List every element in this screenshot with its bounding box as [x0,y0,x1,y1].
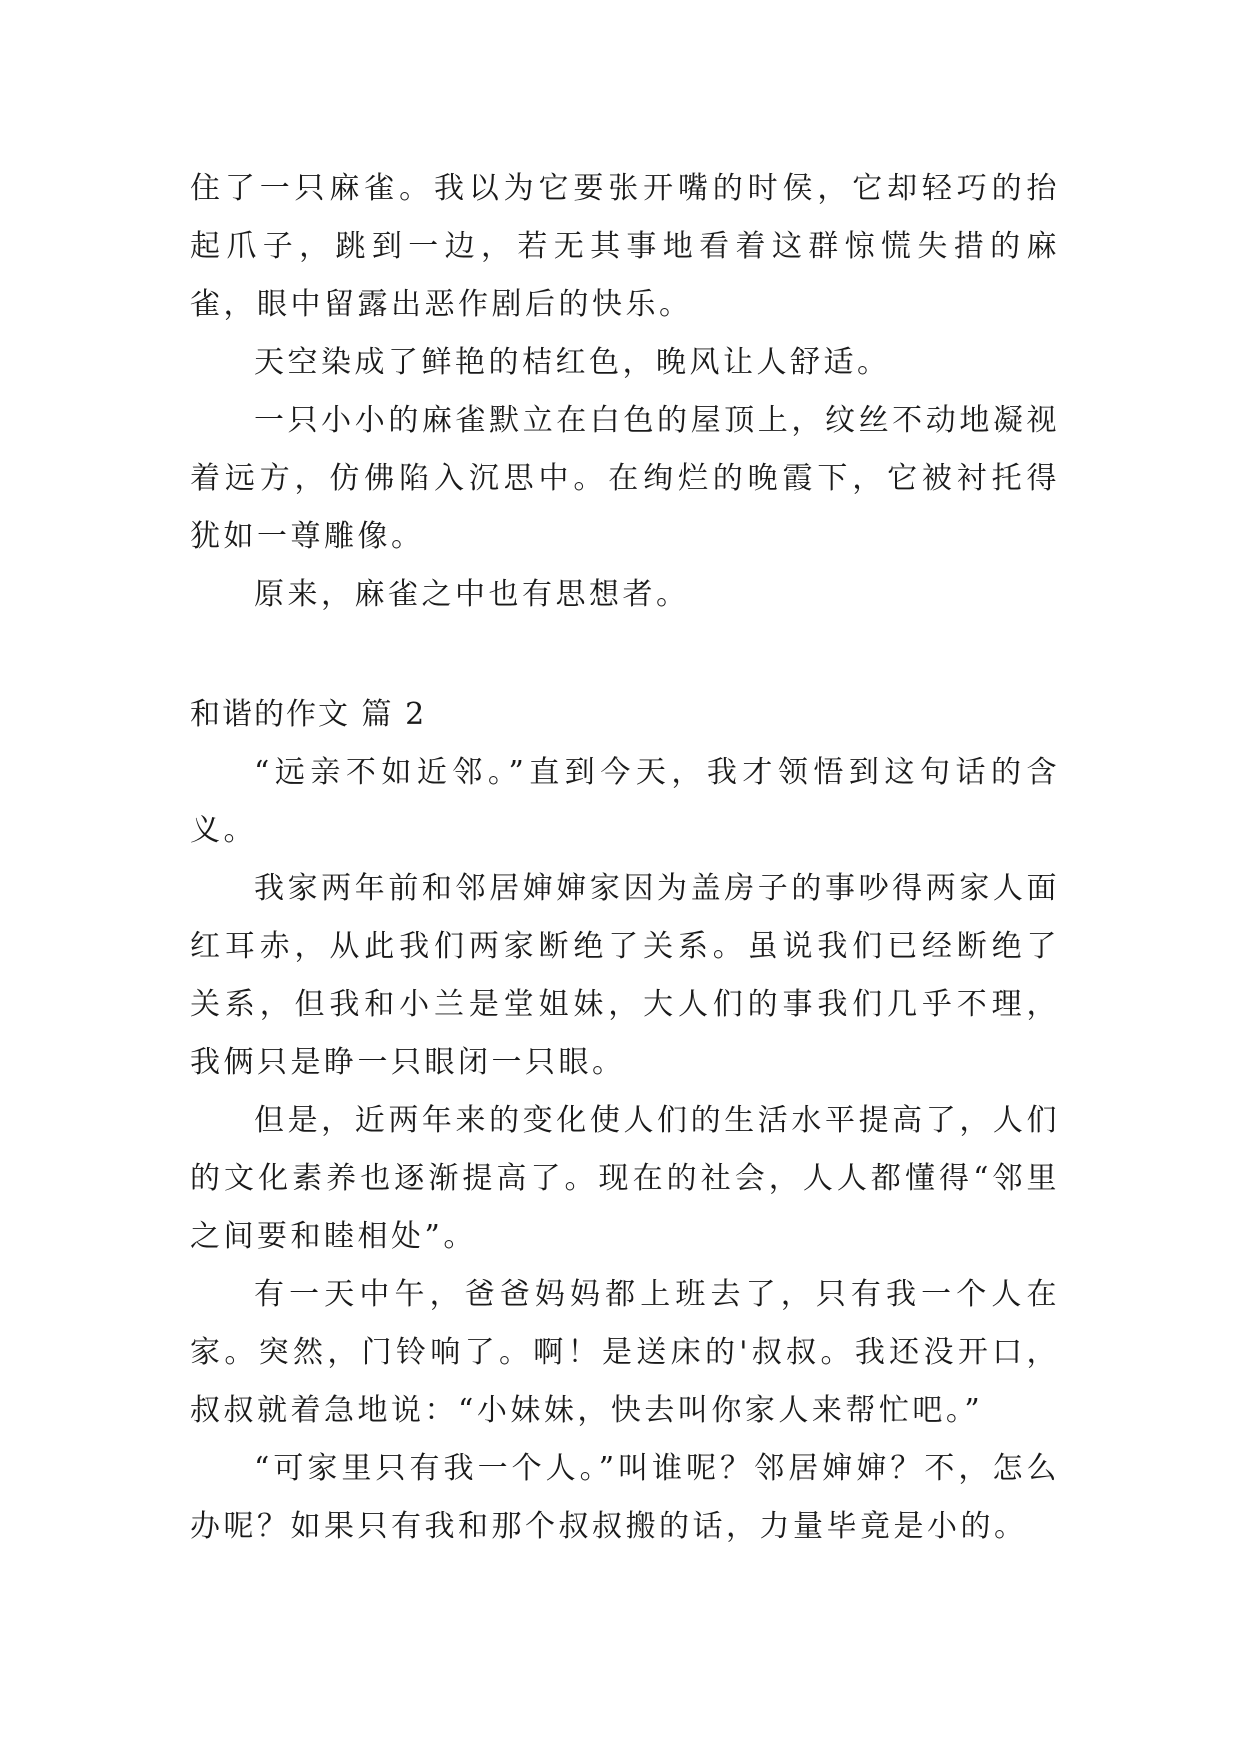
paragraph: “远亲不如近邻。”直到今天，我才领悟到这句话的含义。 [190,755,1060,848]
paragraph: 但是，近两年来的变化使人们的生活水平提高了，人们的文化素养也逐渐提高了。现在的社会，人人都懂得“邻里之间要和睦相处”。 [190,1103,1060,1254]
document-page [190,160,1060,1556]
paragraph: “可家里只有我一个人。”叫谁呢？邻居婶婶？不，怎么办呢？如果只有我和那个叔叔搬的话，力量毕竟是小的。 [190,1451,1060,1544]
paragraph: 一只小小的麻雀默立在白色的屋顶上，纹丝不动地凝视着远方，仿佛陷入沉思中。在绚烂的晚霞下，它被衬托得犹如一尊雕像。 [190,403,1060,554]
section-spacer [190,624,1060,686]
section-heading: 和谐的作文 篇 2 [190,697,427,732]
paragraph: 我家两年前和邻居婶婶家因为盖房子的事吵得两家人面红耳赤，从此我们两家断绝了关系。虽说我们已经断绝了关系，但我和小兰是堂姐妹，大人们的事我们几乎不理，我俩只是睁一只眼闭一只眼。 [190,871,1060,1080]
paragraph: 原来，麻雀之中也有思想者。 [254,577,690,612]
paragraph: 天空染成了鲜艳的桔红色，晚风让人舒适。 [254,345,891,380]
paragraph: 住了一只麻雀。我以为它要张开嘴的时侯，它却轻巧的抬起爪子，跳到一边，若无其事地看着这群惊慌失措的麻雀，眼中留露出恶作剧后的快乐。 [190,171,1060,322]
paragraph: 有一天中午，爸爸妈妈都上班去了，只有我一个人在家。突然，门铃响了。啊！是送床的'叔叔。我还没开口，叔叔就着急地说：“小妹妹，快去叫你家人来帮忙吧。” [190,1277,1060,1428]
